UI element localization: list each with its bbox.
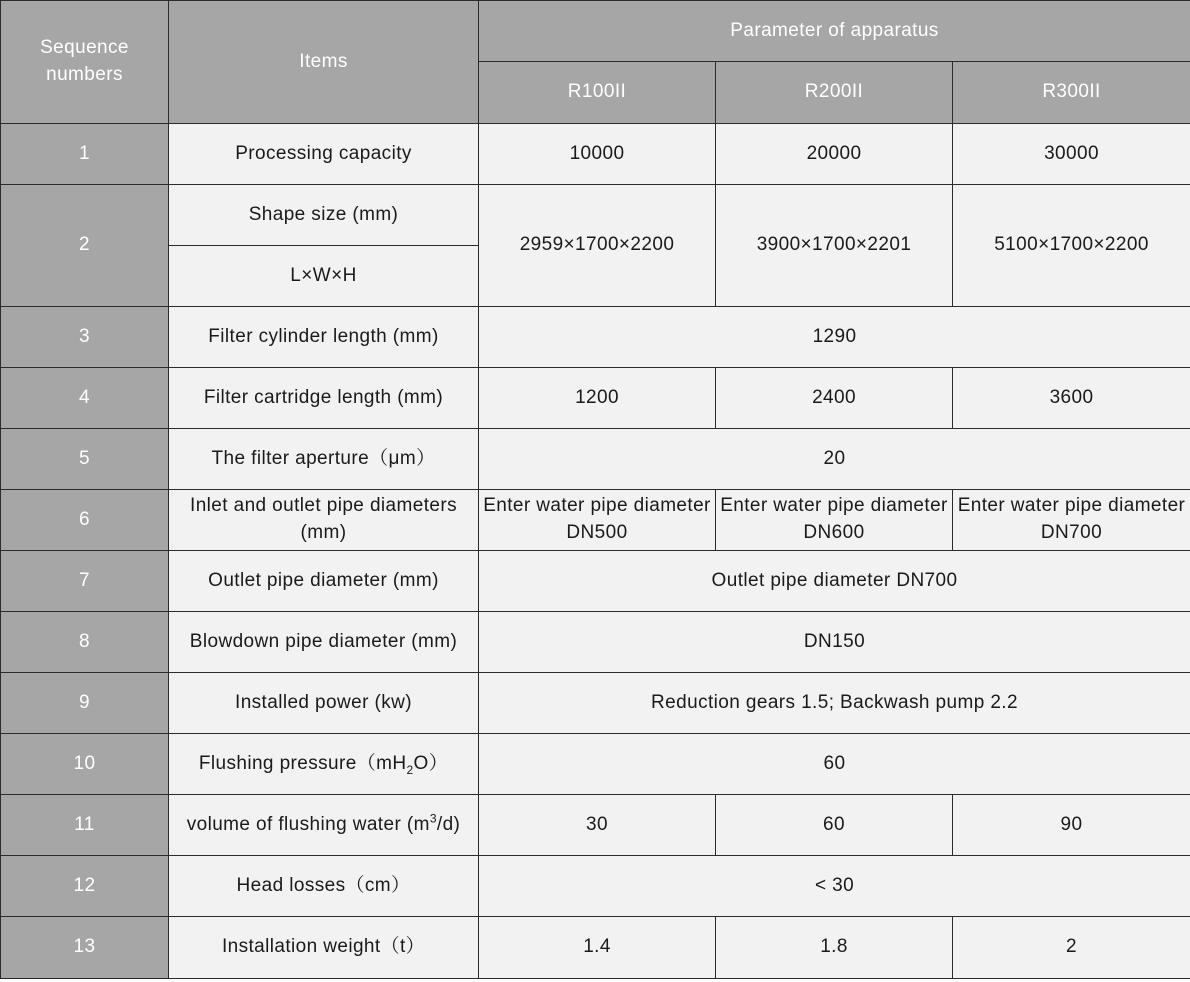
sequence-number: 1 xyxy=(1,124,169,185)
table-row xyxy=(1,307,1190,368)
table-row xyxy=(1,124,1190,185)
value-cell: 60 xyxy=(716,795,953,856)
merged-value-cell: 60 xyxy=(479,734,1190,795)
table-row xyxy=(1,917,1190,979)
sequence-number: 8 xyxy=(1,612,169,673)
item-label: Installed power (kw) xyxy=(169,673,479,734)
table-row xyxy=(1,368,1190,429)
value-cell: 2959×1700×2200 xyxy=(479,185,716,307)
sequence-number: 6 xyxy=(1,490,169,551)
item-label: Head losses（cm） xyxy=(169,856,479,917)
sequence-number: 3 xyxy=(1,307,169,368)
parameter-header: Parameter of apparatus xyxy=(479,1,1190,62)
merged-value-cell: Reduction gears 1.5; Backwash pump 2.2 xyxy=(479,673,1190,734)
table-row xyxy=(1,490,1190,551)
superscript-text: 3 xyxy=(429,811,437,826)
item-label: The filter aperture（μm） xyxy=(169,429,479,490)
model-header-r200ii: R200II xyxy=(716,62,953,124)
item-label: Processing capacity xyxy=(169,124,479,185)
merged-value-cell: < 30 xyxy=(479,856,1190,917)
value-cell: Enter water pipe diameter DN500 xyxy=(479,490,716,551)
value-cell: Enter water pipe diameter DN700 xyxy=(953,490,1190,551)
item-label: Filter cartridge length (mm) xyxy=(169,368,479,429)
merged-value-cell: DN150 xyxy=(479,612,1190,673)
table-row xyxy=(1,673,1190,734)
item-label: Shape size (mm) xyxy=(169,185,479,246)
value-cell: 30 xyxy=(479,795,716,856)
model-header-r100ii: R100II xyxy=(479,62,716,124)
value-cell: 1.8 xyxy=(716,917,953,979)
merged-value-cell: 20 xyxy=(479,429,1190,490)
table-row xyxy=(1,551,1190,612)
sequence-number: 7 xyxy=(1,551,169,612)
table-row xyxy=(1,795,1190,856)
merged-value-cell: 1290 xyxy=(479,307,1190,368)
value-cell: 3600 xyxy=(953,368,1190,429)
value-cell: 2 xyxy=(953,917,1190,979)
sequence-number: 11 xyxy=(1,795,169,856)
item-label-text: Flushing pressure（mH xyxy=(198,752,407,774)
item-label: Inlet and outlet pipe diameters (mm) xyxy=(169,490,479,551)
item-label: Blowdown pipe diameter (mm) xyxy=(169,612,479,673)
sequence-number: 13 xyxy=(1,917,169,979)
value-cell: 30000 xyxy=(953,124,1190,185)
table-row xyxy=(1,734,1190,795)
value-cell: 5100×1700×2200 xyxy=(953,185,1190,307)
value-cell: 10000 xyxy=(479,124,716,185)
value-cell: 1.4 xyxy=(479,917,716,979)
table-row xyxy=(1,612,1190,673)
item-label: Installation weight（t） xyxy=(169,917,479,979)
sequence-number: 2 xyxy=(1,185,169,307)
sequence-number: 10 xyxy=(1,734,169,795)
merged-value-cell: Outlet pipe diameter DN700 xyxy=(479,551,1190,612)
item-label: Filter cylinder length (mm) xyxy=(169,307,479,368)
header-row xyxy=(1,1,1190,62)
value-cell: 90 xyxy=(953,795,1190,856)
table-row xyxy=(1,856,1190,917)
value-cell: 2400 xyxy=(716,368,953,429)
item-label-text: /d) xyxy=(436,813,461,835)
sequence-number: 12 xyxy=(1,856,169,917)
table-row xyxy=(1,185,1190,246)
item-label-text: volume of flushing water (m xyxy=(186,813,430,835)
model-header-r300ii: R300II xyxy=(953,62,1190,124)
table-row xyxy=(1,429,1190,490)
sequence-number: 4 xyxy=(1,368,169,429)
subscript-text: 2 xyxy=(406,762,414,777)
value-cell: 1200 xyxy=(479,368,716,429)
item-sublabel: L×W×H xyxy=(169,246,479,307)
item-label xyxy=(169,795,479,856)
value-cell: 20000 xyxy=(716,124,953,185)
sequence-numbers-header: Sequence numbers xyxy=(1,1,169,124)
items-header: Items xyxy=(169,1,479,124)
item-label xyxy=(169,734,479,795)
value-cell: Enter water pipe diameter DN600 xyxy=(716,490,953,551)
sequence-number: 9 xyxy=(1,673,169,734)
value-cell: 3900×1700×2201 xyxy=(716,185,953,307)
sequence-number: 5 xyxy=(1,429,169,490)
item-label-text: O） xyxy=(413,752,449,774)
item-label: Outlet pipe diameter (mm) xyxy=(169,551,479,612)
